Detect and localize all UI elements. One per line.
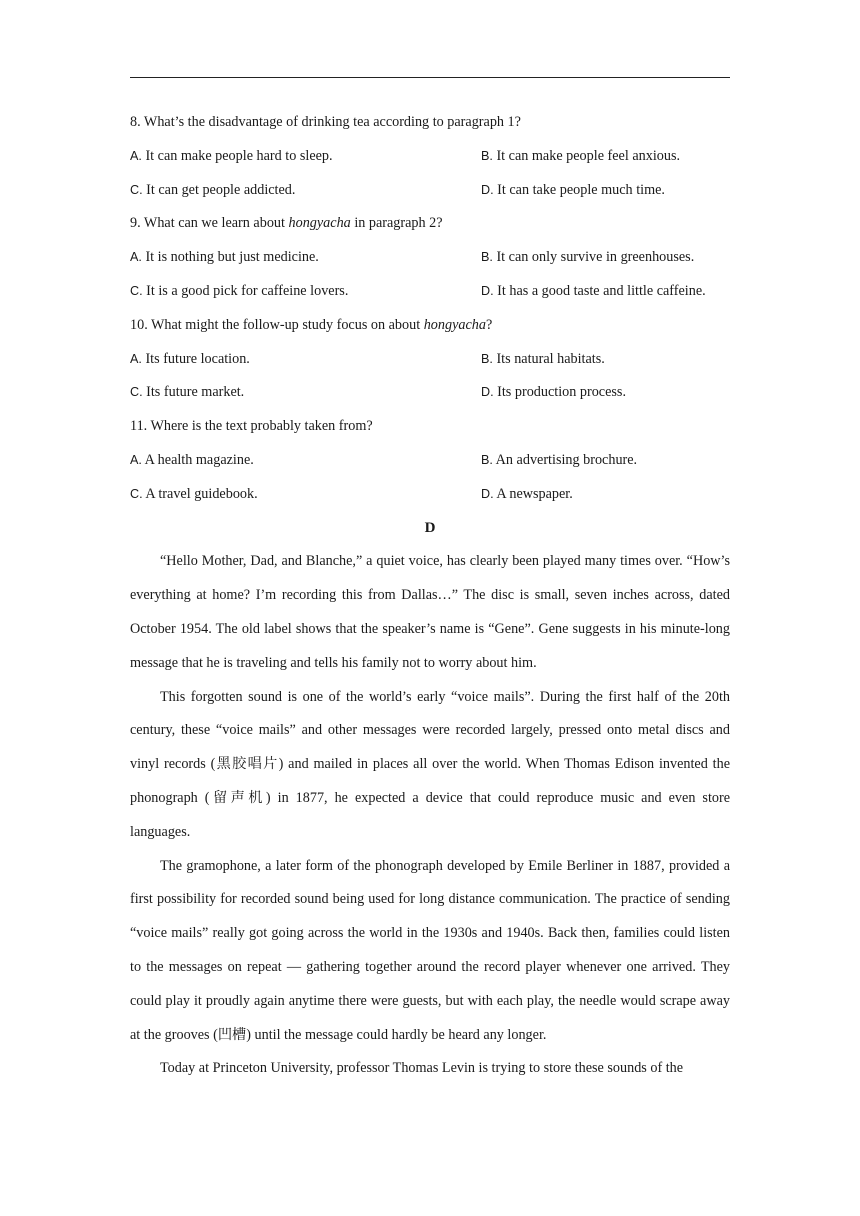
question-8-options-row-2	[130, 174, 730, 208]
option-letter: B.	[481, 351, 493, 366]
option-text: Its future market.	[142, 384, 245, 401]
header-rule	[130, 77, 730, 78]
option-letter: C.	[130, 283, 143, 298]
option-b	[481, 444, 730, 478]
option-b	[481, 140, 730, 174]
question-term: hongyacha	[288, 215, 351, 232]
question-text-end: ?	[485, 316, 493, 333]
option-text: It can get people addicted.	[142, 181, 296, 198]
option-d	[481, 376, 730, 410]
question-10-options-row-2	[130, 376, 730, 410]
option-a	[130, 343, 481, 377]
question-term: hongyacha	[423, 316, 486, 333]
option-letter: D.	[481, 486, 494, 501]
option-text: Its natural habitats.	[492, 350, 605, 367]
question-9-stem	[130, 207, 730, 241]
option-text: It can make people feel anxious.	[492, 147, 681, 164]
option-letter: A.	[130, 148, 142, 163]
option-text: A travel guidebook.	[142, 485, 258, 502]
option-d	[481, 275, 730, 309]
option-letter: B.	[481, 250, 493, 265]
passage-paragraph-3: The gramophone, a later form of the phonograph developed by Emile Berliner in 1887, provided a first possibility for recorded sound being used for long distance communication. The practice of sending “voice mails” really got going across the world in the 1930s and 1940s. Back then, families could listen to the messages on repeat — gathering together around the record player whenever one arrived. They could play it proudly again anytime there were guests, but with each play, the needle would scrape away at the grooves (凹槽) until the message could hardly be heard any longer.	[130, 857, 730, 1043]
option-text: It can make people hard to sleep.	[141, 147, 333, 164]
question-text: 9. What can we learn about	[130, 215, 289, 232]
option-letter: B.	[481, 452, 493, 467]
option-d	[481, 478, 730, 512]
question-10-stem	[130, 309, 730, 343]
option-b	[481, 343, 730, 377]
document-page	[130, 106, 730, 1086]
passage-paragraph-2: This forgotten sound is one of the world’s early “voice mails”. During the first half of the 20th century, these “voice mails” and other messages were recorded largely, pressed onto metal discs and vinyl records (黑胶唱片) and mailed in places all over the world. When Thomas Edison invented the phonograph (留声机) in 1877, he expected a device that could reproduce music and even store languages.	[130, 688, 730, 840]
option-letter: A.	[130, 452, 142, 467]
question-11-stem	[130, 410, 730, 444]
option-a	[130, 140, 481, 174]
passage-paragraph-1: “Hello Mother, Dad, and Blanche,” a quiet voice, has clearly been played many times over. “How’s everything at home? I’m recording this from Dallas…” The disc is small, seven inches across, dated October 1954. The old label shows that the speaker’s name is “Gene”. Gene suggests in his minute-long message that he is traveling and tells his family not to worry about him.	[130, 553, 730, 671]
option-d	[481, 174, 730, 208]
option-c	[130, 275, 481, 309]
option-letter: B.	[481, 148, 493, 163]
option-text: Its production process.	[493, 384, 626, 401]
question-text-end: in paragraph 2?	[350, 215, 443, 232]
option-c	[130, 376, 481, 410]
question-text: 8. What’s the disadvantage of drinking tea according to paragraph 1?	[130, 114, 521, 130]
option-b	[481, 241, 730, 275]
question-8-stem	[130, 106, 730, 140]
question-8-options-row-1	[130, 140, 730, 174]
option-text: It is nothing but just medicine.	[141, 249, 319, 266]
option-text: A newspaper.	[493, 485, 573, 502]
option-text: It has a good taste and little caffeine.	[493, 282, 706, 299]
section-heading: D	[424, 519, 436, 536]
question-11-options-row-1	[130, 444, 730, 478]
option-letter: D.	[481, 283, 494, 298]
option-letter: D.	[481, 182, 494, 197]
question-11-options-row-2	[130, 478, 730, 512]
option-text: It is a good pick for caffeine lovers.	[142, 282, 349, 299]
option-c	[130, 478, 481, 512]
question-text: 11. Where is the text probably taken from?	[130, 418, 373, 435]
question-10-options-row-1	[130, 343, 730, 377]
option-text: It can only survive in greenhouses.	[492, 249, 695, 266]
option-text: A health magazine.	[141, 451, 254, 468]
option-letter: A.	[130, 351, 142, 366]
option-c	[130, 174, 481, 208]
option-letter: C.	[130, 385, 143, 400]
option-letter: C.	[130, 486, 143, 501]
option-a	[130, 444, 481, 478]
question-9-options-row-1	[130, 241, 730, 275]
option-text: It can take people much time.	[493, 181, 665, 198]
option-text: Its future location.	[141, 350, 250, 367]
option-letter: D.	[481, 385, 494, 400]
question-9-options-row-2	[130, 275, 730, 309]
question-text: 10. What might the follow-up study focus on about	[130, 316, 424, 333]
option-text: An advertising brochure.	[492, 451, 638, 468]
option-a	[130, 241, 481, 275]
option-letter: A.	[130, 250, 142, 265]
option-letter: C.	[130, 182, 143, 197]
passage-paragraph-4: Today at Princeton University, professor Thomas Levin is trying to store these sounds of the	[160, 1060, 684, 1077]
